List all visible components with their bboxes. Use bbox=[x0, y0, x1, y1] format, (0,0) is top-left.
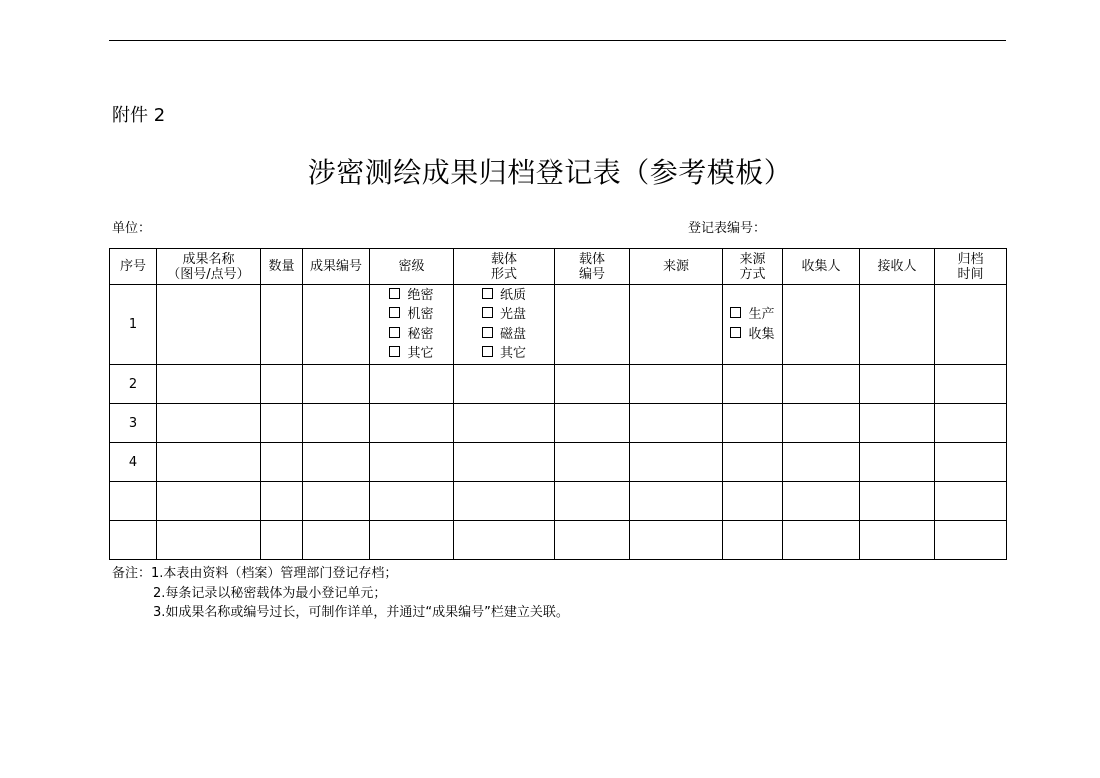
carrier-form-option-paper[interactable] bbox=[454, 286, 554, 306]
source-cell[interactable] bbox=[630, 285, 723, 365]
result-number-cell[interactable] bbox=[303, 521, 370, 560]
collector-cell[interactable] bbox=[783, 404, 860, 443]
receiver-cell[interactable] bbox=[860, 285, 935, 365]
header-carrier-number-line2: 编号 bbox=[578, 266, 605, 282]
result-number-cell[interactable] bbox=[303, 443, 370, 482]
checkbox[interactable] bbox=[389, 346, 400, 357]
quantity-cell[interactable] bbox=[261, 521, 303, 560]
header-carrier-number-line1: 载体 bbox=[578, 251, 605, 267]
secret-level-cell[interactable] bbox=[370, 443, 454, 482]
row-number: 2 bbox=[110, 365, 157, 404]
option-label: 生产 bbox=[748, 307, 775, 322]
carrier-number-cell[interactable] bbox=[555, 443, 630, 482]
quantity-cell[interactable] bbox=[261, 404, 303, 443]
table-row bbox=[110, 443, 1007, 482]
archive-time-cell[interactable] bbox=[935, 365, 1007, 404]
secret-level-cell[interactable] bbox=[370, 365, 454, 404]
notes-label: 备注： bbox=[112, 566, 152, 581]
quantity-cell[interactable] bbox=[261, 443, 303, 482]
secret-level-option-other[interactable] bbox=[370, 344, 453, 364]
document-title: 涉密测绘成果归档登记表（参考模板） bbox=[307, 156, 793, 189]
register-number-label: 登记表编号： bbox=[688, 221, 767, 236]
note-item bbox=[112, 584, 569, 604]
secret-level-cell[interactable] bbox=[370, 482, 454, 521]
table-header-row bbox=[110, 249, 1007, 285]
table-row bbox=[110, 521, 1007, 560]
header-source: 来源 bbox=[630, 249, 723, 285]
secret-level-options bbox=[370, 285, 454, 365]
option-label: 纸质 bbox=[499, 287, 526, 303]
header-seq: 序号 bbox=[110, 249, 157, 285]
unit-label: 单位： bbox=[112, 221, 152, 236]
option-label: 秘密 bbox=[407, 326, 434, 342]
attachment-label: 附件 2 bbox=[112, 105, 166, 126]
header-quantity: 数量 bbox=[261, 249, 303, 285]
checkbox[interactable] bbox=[730, 327, 741, 338]
collector-cell[interactable] bbox=[783, 482, 860, 521]
header-result-name bbox=[157, 249, 261, 285]
header-result-number: 成果编号 bbox=[303, 249, 370, 285]
checkbox[interactable] bbox=[730, 307, 741, 318]
header-receiver: 接收人 bbox=[860, 249, 935, 285]
source-method-option-production[interactable] bbox=[723, 305, 782, 325]
header-source-method bbox=[723, 249, 783, 285]
receiver-cell[interactable] bbox=[860, 443, 935, 482]
header-carrier-form-line1: 载体 bbox=[490, 251, 517, 267]
row-number bbox=[110, 482, 157, 521]
archive-time-cell[interactable] bbox=[935, 404, 1007, 443]
header-archive-time-line2: 时间 bbox=[957, 266, 984, 282]
row-number bbox=[110, 521, 157, 560]
archive-time-cell[interactable] bbox=[935, 285, 1007, 365]
header-result-name-line2: （图号/点号） bbox=[167, 266, 250, 282]
archive-register-table bbox=[109, 248, 1007, 560]
result-name-cell[interactable] bbox=[157, 443, 261, 482]
carrier-number-cell[interactable] bbox=[555, 521, 630, 560]
option-label: 其它 bbox=[499, 346, 526, 361]
result-number-cell[interactable] bbox=[303, 285, 370, 365]
secret-level-option-top-secret[interactable] bbox=[370, 286, 453, 306]
checkbox[interactable] bbox=[389, 307, 400, 318]
header-collector: 收集人 bbox=[783, 249, 860, 285]
row-number: 4 bbox=[110, 443, 157, 482]
option-label: 收集 bbox=[748, 326, 775, 342]
checkbox[interactable] bbox=[482, 307, 493, 318]
header-result-name-line1: 成果名称 bbox=[182, 251, 235, 267]
source-method-cell[interactable] bbox=[723, 443, 783, 482]
carrier-number-cell[interactable] bbox=[555, 482, 630, 521]
source-cell[interactable] bbox=[630, 443, 723, 482]
source-cell[interactable] bbox=[630, 482, 723, 521]
result-number-cell[interactable] bbox=[303, 404, 370, 443]
carrier-form-cell[interactable] bbox=[454, 404, 555, 443]
carrier-form-cell[interactable] bbox=[454, 521, 555, 560]
result-number-cell[interactable] bbox=[303, 482, 370, 521]
archive-time-cell[interactable] bbox=[935, 521, 1007, 560]
collector-cell[interactable] bbox=[783, 443, 860, 482]
checkbox[interactable] bbox=[389, 327, 400, 338]
header-carrier-number bbox=[555, 249, 630, 285]
carrier-number-cell[interactable] bbox=[555, 404, 630, 443]
carrier-form-option-magnetic-disk[interactable] bbox=[454, 325, 554, 345]
header-archive-time-line1: 归档 bbox=[957, 251, 984, 267]
quantity-cell[interactable] bbox=[261, 285, 303, 365]
carrier-number-cell[interactable] bbox=[555, 285, 630, 365]
notes-section bbox=[112, 564, 569, 623]
result-number-cell[interactable] bbox=[303, 365, 370, 404]
header-source-method-line2: 方式 bbox=[739, 266, 766, 282]
option-label: 光盘 bbox=[499, 307, 526, 322]
table-row bbox=[110, 482, 1007, 521]
carrier-number-cell[interactable] bbox=[555, 365, 630, 404]
header-archive-time bbox=[935, 249, 1007, 285]
source-method-option-collection[interactable] bbox=[723, 325, 782, 345]
archive-time-cell[interactable] bbox=[935, 443, 1007, 482]
checkbox[interactable] bbox=[482, 288, 493, 299]
secret-level-option-secret[interactable] bbox=[370, 325, 453, 345]
carrier-form-cell[interactable] bbox=[454, 482, 555, 521]
header-rule bbox=[109, 40, 1006, 41]
source-method-cell[interactable] bbox=[723, 365, 783, 404]
option-label: 机密 bbox=[407, 307, 434, 322]
receiver-cell[interactable] bbox=[860, 521, 935, 560]
source-cell[interactable] bbox=[630, 521, 723, 560]
checkbox[interactable] bbox=[482, 327, 493, 338]
result-name-cell[interactable] bbox=[157, 404, 261, 443]
receiver-cell[interactable] bbox=[860, 404, 935, 443]
note-item bbox=[112, 603, 569, 623]
source-method-options bbox=[723, 285, 783, 365]
result-name-cell[interactable] bbox=[157, 482, 261, 521]
note-text: 3.如成果名称或编号过长，可制作详单，并通过“成果编号”栏建立关联。 bbox=[153, 605, 569, 620]
quantity-cell[interactable] bbox=[261, 482, 303, 521]
note-text: 2.每条记录以秘密载体为最小登记单元； bbox=[153, 585, 387, 601]
row-number: 3 bbox=[110, 404, 157, 443]
secret-level-cell[interactable] bbox=[370, 521, 454, 560]
receiver-cell[interactable] bbox=[860, 482, 935, 521]
source-method-cell[interactable] bbox=[723, 521, 783, 560]
table-row bbox=[110, 285, 1007, 365]
table-row bbox=[110, 404, 1007, 443]
header-carrier-form bbox=[454, 249, 555, 285]
header-source-method-line1: 来源 bbox=[739, 251, 766, 267]
secret-level-option-confidential[interactable] bbox=[370, 305, 453, 325]
header-carrier-form-line2: 形式 bbox=[490, 266, 517, 282]
option-label: 其它 bbox=[407, 346, 434, 361]
collector-cell[interactable] bbox=[783, 365, 860, 404]
carrier-form-cell[interactable] bbox=[454, 365, 555, 404]
option-label: 磁盘 bbox=[499, 326, 526, 342]
quantity-cell[interactable] bbox=[261, 365, 303, 404]
table-row bbox=[110, 365, 1007, 404]
source-cell[interactable] bbox=[630, 404, 723, 443]
source-method-cell[interactable] bbox=[723, 482, 783, 521]
source-cell[interactable] bbox=[630, 365, 723, 404]
row-number: 1 bbox=[110, 285, 157, 365]
carrier-form-options bbox=[454, 285, 555, 365]
collector-cell[interactable] bbox=[783, 285, 860, 365]
collector-cell[interactable] bbox=[783, 521, 860, 560]
secret-level-cell[interactable] bbox=[370, 404, 454, 443]
option-label: 绝密 bbox=[407, 287, 434, 303]
header-secret-level: 密级 bbox=[370, 249, 454, 285]
result-name-cell[interactable] bbox=[157, 365, 261, 404]
note-text: 1.本表由资料（档案）管理部门登记存档； bbox=[151, 566, 398, 581]
carrier-form-cell[interactable] bbox=[454, 443, 555, 482]
result-name-cell[interactable] bbox=[157, 285, 261, 365]
note-item bbox=[112, 564, 569, 584]
checkbox[interactable] bbox=[389, 288, 400, 299]
receiver-cell[interactable] bbox=[860, 365, 935, 404]
result-name-cell[interactable] bbox=[157, 521, 261, 560]
archive-time-cell[interactable] bbox=[935, 482, 1007, 521]
checkbox[interactable] bbox=[482, 346, 493, 357]
source-method-cell[interactable] bbox=[723, 404, 783, 443]
carrier-form-option-optical-disc[interactable] bbox=[454, 305, 554, 325]
carrier-form-option-other[interactable] bbox=[454, 344, 554, 364]
